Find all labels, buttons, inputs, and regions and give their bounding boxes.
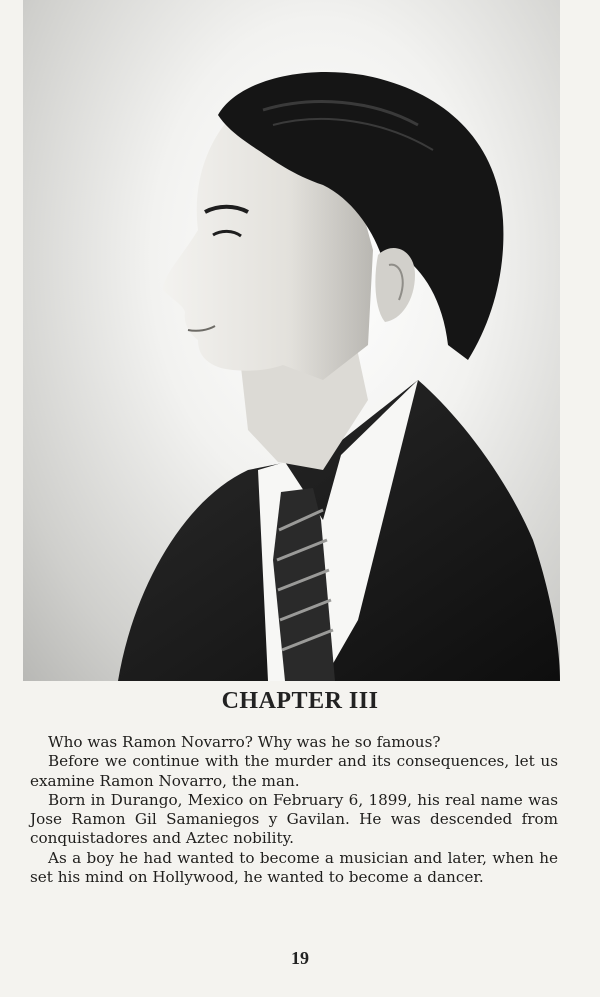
portrait-photo bbox=[23, 0, 560, 681]
paragraph: Who was Ramon Novarro? Why was he so famous? bbox=[48, 733, 441, 751]
chapter-title: CHAPTER III bbox=[221, 688, 379, 714]
paragraph: Born in Durango, Mexico on February 6, 1899, his real name was Jose Ramon Gil Samaniegos y Gavilan. He was descended from conquistadores and Aztec nobility. bbox=[30, 790, 558, 848]
paragraph: As a boy he had wanted to become a musician and later, when he set his mind on Hollywood, he wanted to become a dancer. bbox=[30, 848, 558, 887]
paragraph: Before we continue with the murder and its consequences, let us examine Ramon Novarro, the man. bbox=[30, 752, 558, 790]
page-number: 19 bbox=[291, 948, 309, 968]
body-text bbox=[30, 733, 558, 887]
